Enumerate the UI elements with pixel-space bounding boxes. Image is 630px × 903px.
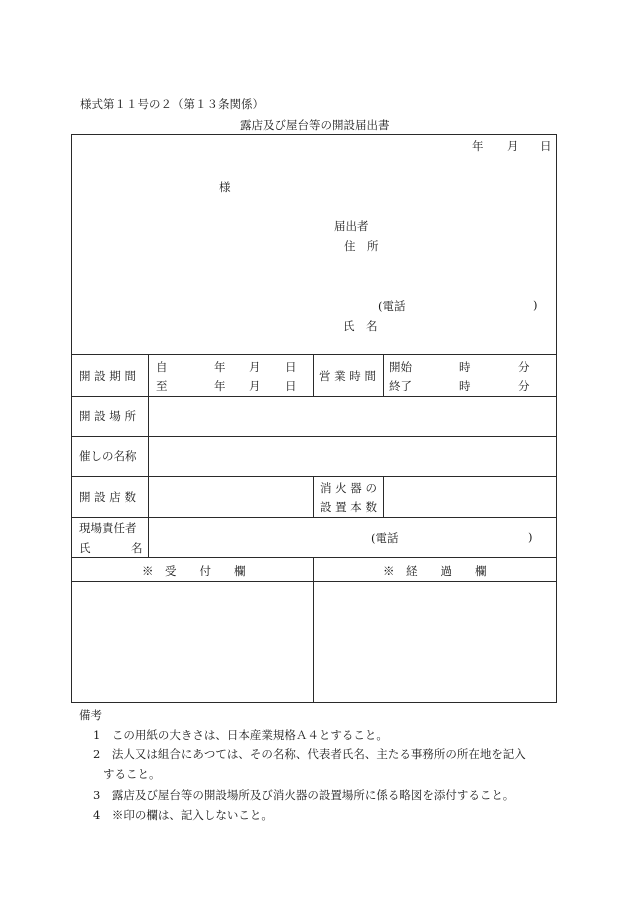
period-hours-divider bbox=[313, 354, 314, 397]
label-column-line bbox=[148, 354, 149, 558]
extinguisher-label-line2: 設 置 本 数 bbox=[320, 500, 377, 514]
note-item-2-cont: すること。 bbox=[103, 767, 161, 781]
progress-header: ※ 経 過 欄 bbox=[383, 564, 487, 578]
frame-left-line bbox=[71, 134, 72, 703]
hours-end-hour: 時 bbox=[459, 379, 471, 393]
hours-end-minute: 分 bbox=[518, 379, 530, 393]
receipt-progress-divider bbox=[313, 557, 314, 703]
period-from-day: 日 bbox=[285, 360, 297, 374]
row-line-receipt-top bbox=[71, 557, 557, 558]
name-label: 氏 名 bbox=[343, 319, 378, 333]
receipt-header: ※ 受 付 欄 bbox=[142, 564, 246, 578]
date-month: 月 bbox=[507, 139, 519, 153]
row-line-stores-top bbox=[71, 476, 557, 477]
manager-name-label-a: 氏 bbox=[79, 541, 91, 555]
manager-phone-open: (電話 bbox=[371, 531, 399, 545]
row-line-location-top bbox=[71, 396, 557, 397]
manager-label-line1: 現場責任者 bbox=[79, 521, 137, 535]
manager-phone-close: ) bbox=[528, 530, 533, 544]
extinguisher-label-line1: 消 火 器 の bbox=[320, 481, 377, 495]
hours-start-minute: 分 bbox=[518, 360, 530, 374]
period-from-year: 年 bbox=[214, 360, 226, 374]
period-from-month: 月 bbox=[249, 360, 261, 374]
hours-end: 終了 bbox=[389, 379, 412, 393]
stores-extinguisher-divider bbox=[313, 476, 314, 518]
notes-title: 備考 bbox=[79, 708, 102, 722]
note-item-2: 2 法人又は組合にあつては、その名称、代表者氏名、主たる事務所の所在地を記入 bbox=[93, 747, 526, 761]
date-year: 年 bbox=[472, 139, 484, 153]
manager-name-label-b: 名 bbox=[131, 541, 143, 555]
note-item-1: 1 この用紙の大きさは、日本産業規格Ａ４とすること。 bbox=[93, 728, 388, 742]
period-label: 開 設 期 間 bbox=[79, 369, 136, 383]
period-to-year: 年 bbox=[214, 379, 226, 393]
addressee-suffix: 様 bbox=[219, 180, 231, 194]
frame-bottom-line bbox=[71, 702, 557, 703]
date-day: 日 bbox=[540, 139, 552, 153]
extinguisher-value-divider bbox=[383, 476, 384, 518]
store-count-label: 開 設 店 数 bbox=[79, 490, 136, 504]
hours-start-hour: 時 bbox=[459, 360, 471, 374]
period-to-day: 日 bbox=[285, 379, 297, 393]
note-item-3: 3 露店及び屋台等の開設場所及び消火器の設置場所に係る略図を添付すること。 bbox=[93, 788, 515, 802]
applicant-phone-close: ) bbox=[533, 298, 538, 312]
hours-label: 営 業 時 間 bbox=[319, 369, 376, 383]
row-line-period-top bbox=[71, 354, 557, 355]
address-label: 住 所 bbox=[344, 239, 379, 253]
applicant-label: 届出者 bbox=[334, 219, 369, 233]
row-line-event-top bbox=[71, 436, 557, 437]
frame-right-line bbox=[556, 134, 557, 703]
row-line-receipt-header-bottom bbox=[71, 581, 557, 582]
period-from: 自 bbox=[156, 360, 168, 374]
applicant-phone-open: (電話 bbox=[378, 299, 406, 313]
hours-start: 開始 bbox=[389, 360, 412, 374]
frame-top-line bbox=[71, 134, 557, 135]
period-to: 至 bbox=[156, 379, 168, 393]
period-to-month: 月 bbox=[249, 379, 261, 393]
note-item-4: 4 ※印の欄は、記入しないこと。 bbox=[93, 808, 273, 822]
row-line-manager-top bbox=[71, 517, 557, 518]
hours-label-divider bbox=[383, 354, 384, 397]
page-title: 露店及び屋台等の開設届出書 bbox=[240, 118, 390, 132]
form-number: 様式第１１号の２（第１３条関係） bbox=[80, 97, 264, 111]
event-name-label: 催しの名称 bbox=[79, 449, 137, 463]
location-label: 開 設 場 所 bbox=[79, 409, 136, 423]
